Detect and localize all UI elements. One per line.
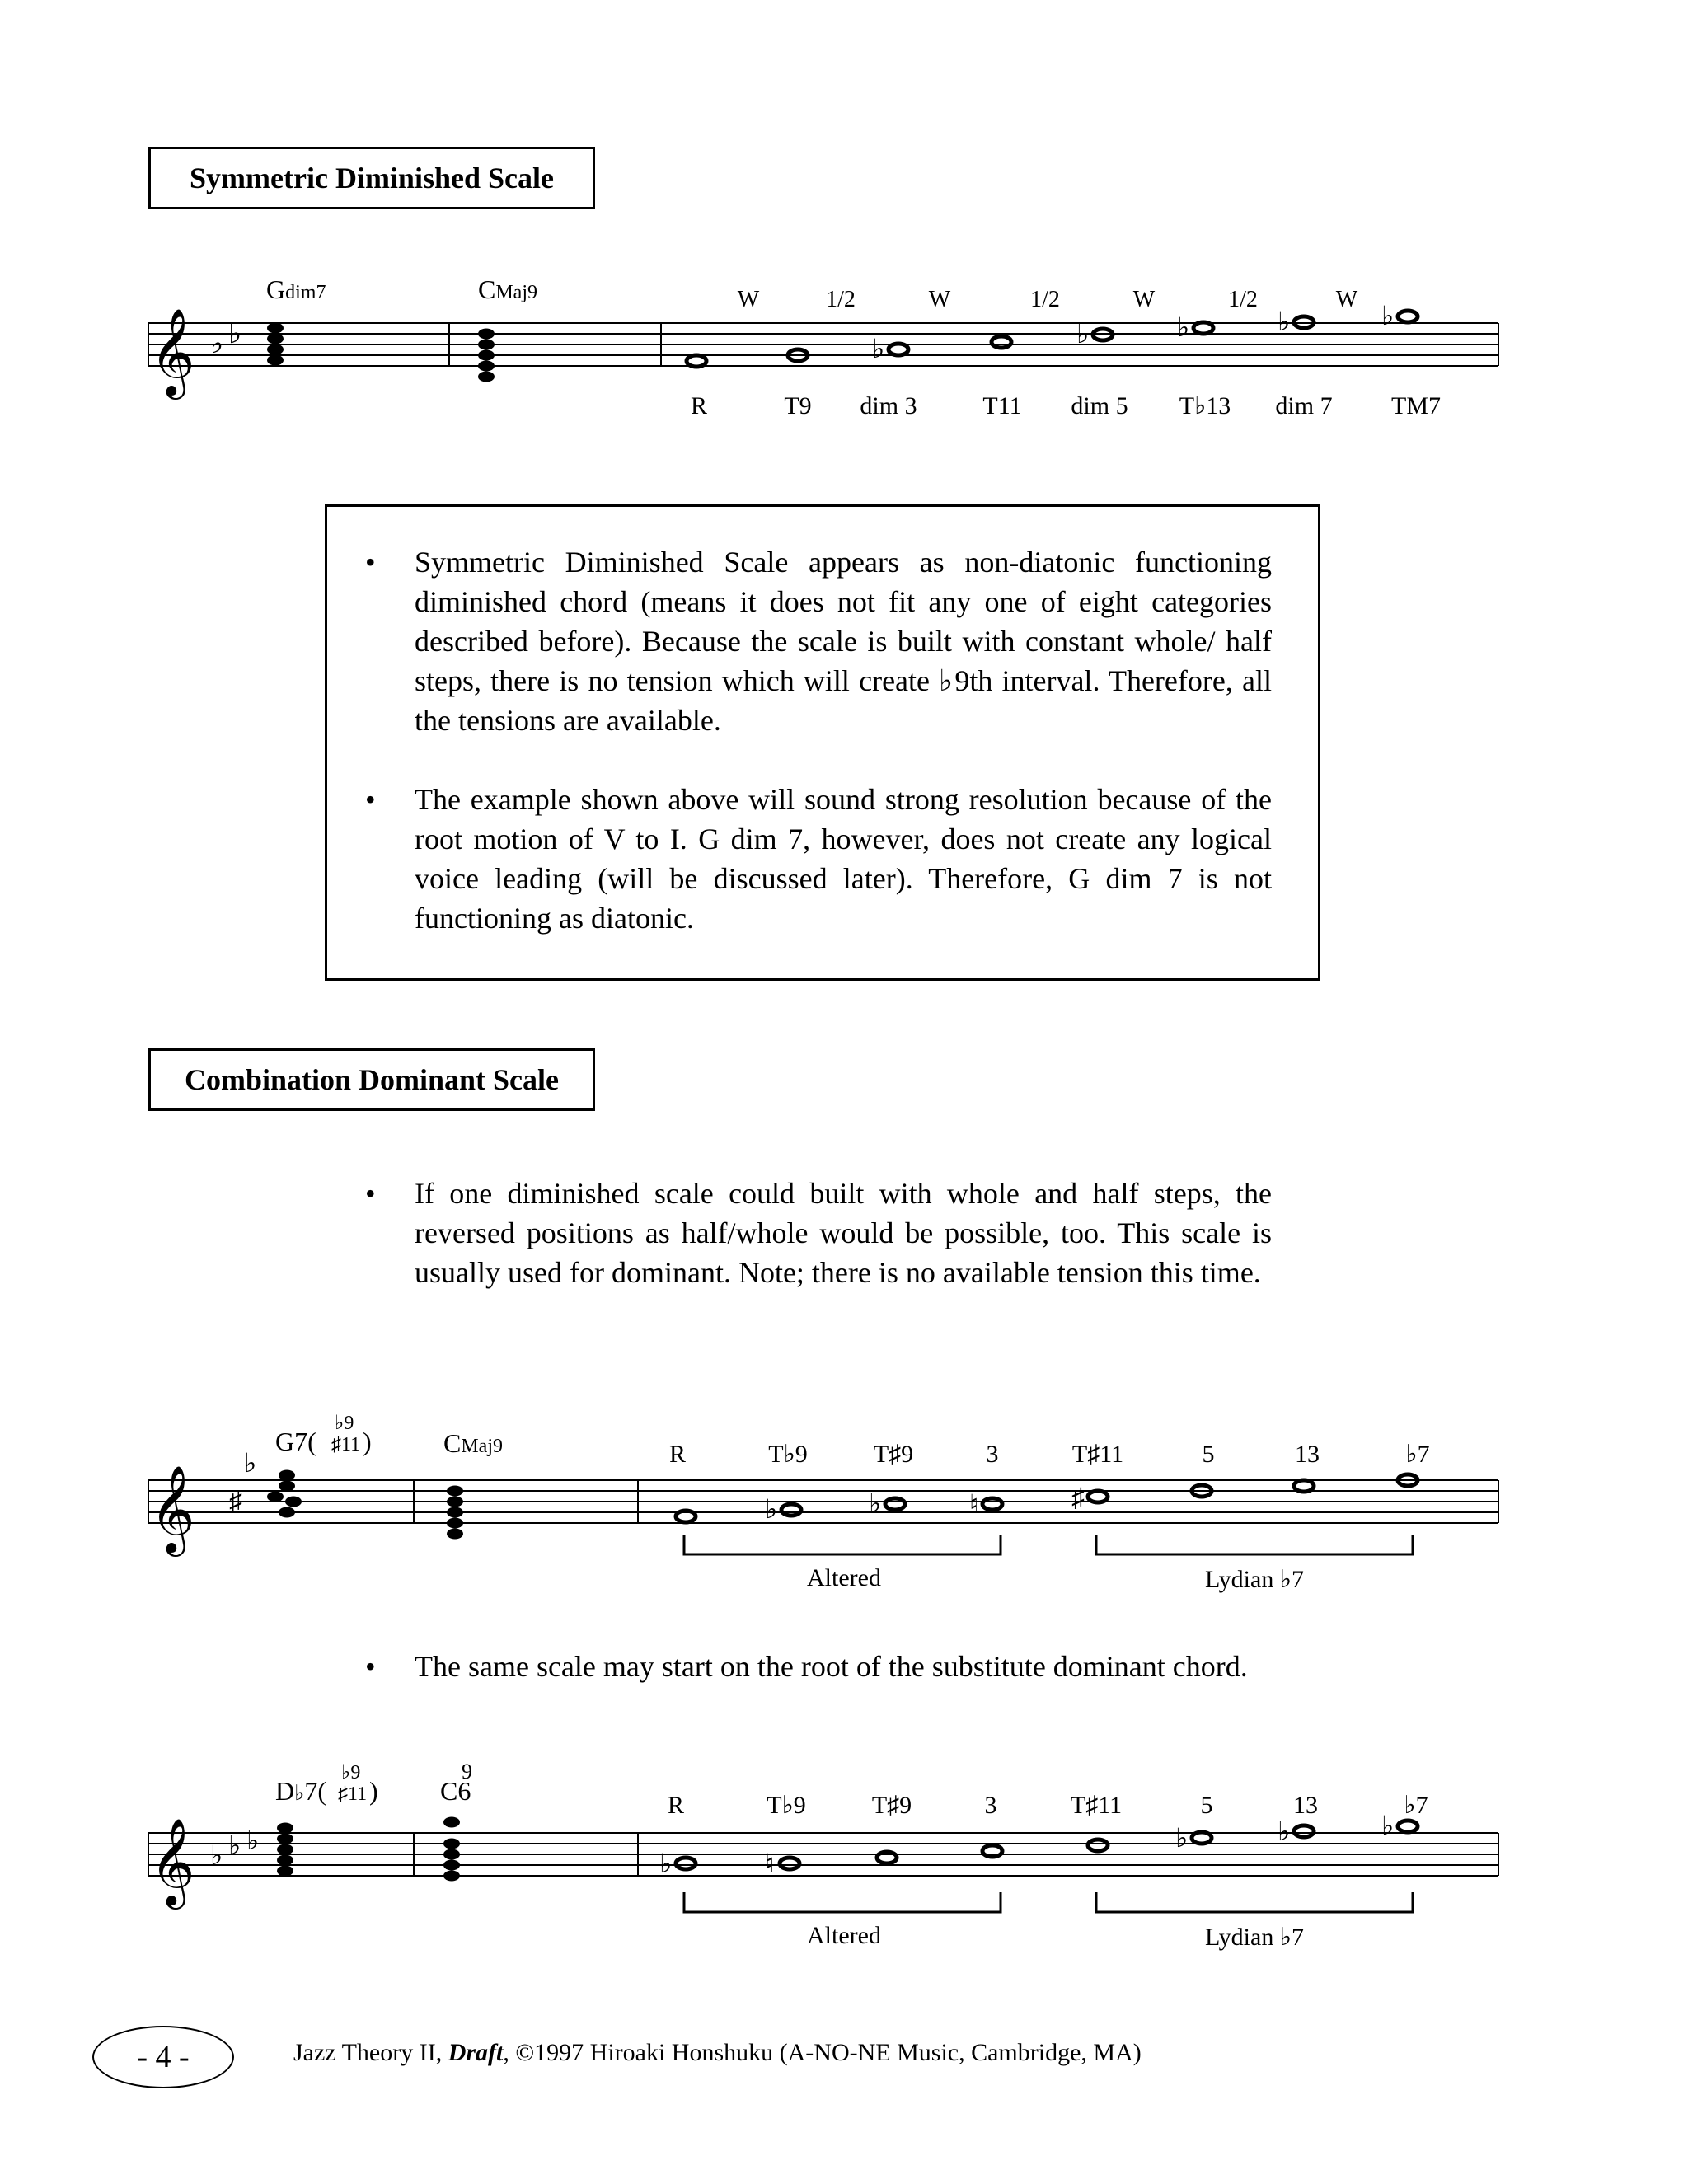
degree-label: T♭13 — [1179, 392, 1231, 419]
step-label: W — [1335, 287, 1358, 312]
chord-notes-c69 — [443, 1817, 460, 1882]
bracket-label-altered: Altered — [807, 1922, 881, 1949]
step-label: W — [737, 287, 760, 312]
degree-label: dim 7 — [1275, 392, 1333, 419]
step-label: 1/2 — [1228, 287, 1258, 312]
treble-clef-icon: 𝄞 — [150, 1467, 195, 1551]
svg-text:♭: ♭ — [244, 1448, 257, 1478]
degree-label: T♯9 — [873, 1441, 914, 1468]
svg-text:♭: ♭ — [1381, 1811, 1395, 1840]
svg-text:♯: ♯ — [229, 1486, 242, 1516]
degree-label: R — [668, 1441, 687, 1468]
footer-book-title: Jazz Theory II, — [293, 2039, 448, 2066]
scale-notes-combination — [676, 1474, 1418, 1522]
step-label: 1/2 — [826, 287, 856, 312]
key-signature-flat: ♭ — [228, 319, 242, 349]
chord-notes-cmaj9 — [478, 329, 495, 382]
degree-label: R — [690, 392, 708, 419]
svg-text:♭: ♭ — [1278, 1816, 1291, 1846]
bracket-label-lydian: Lydian ♭7 — [1205, 1924, 1304, 1951]
staff-combination-dominant-db7 — [0, 1739, 1688, 1953]
scale-degrees — [668, 1792, 1428, 1819]
staff-combination-dominant-g7 — [0, 1385, 1688, 1599]
degree-label: R — [667, 1792, 685, 1819]
svg-text:♭: ♭ — [659, 1849, 673, 1878]
svg-text:♭: ♭ — [1177, 312, 1190, 342]
chord-notes-db7 — [277, 1823, 293, 1877]
degree-label: T11 — [982, 392, 1022, 419]
step-label: 1/2 — [1030, 287, 1060, 312]
footer-copyright: , ©1997 Hiroaki Honshuku (A-NO-NE Music, Cambridge, MA) — [503, 2039, 1142, 2066]
degree-label: 13 — [1293, 1792, 1318, 1819]
svg-text:♭: ♭ — [869, 1488, 882, 1518]
chord-tension-bottom: ♯11 — [331, 1434, 361, 1455]
bullet-icon: • — [365, 546, 376, 579]
page-number: - 4 - — [137, 2040, 190, 2074]
scale-notes-substitute — [676, 1821, 1418, 1869]
paren-close: ) — [369, 1776, 378, 1806]
paren-close: ) — [363, 1427, 372, 1456]
svg-text:♭: ♭ — [872, 334, 885, 363]
degree-label: 3 — [984, 1792, 997, 1819]
note-text: The example shown above will sound strong resolution because of the root motion of V to I. G dim 7, however, does not create any logical voice leading (will be discussed later). Therefore, G dim 7 is not functioning as diatonic. — [415, 783, 1272, 935]
step-label: W — [928, 287, 951, 312]
footer-citation — [293, 2039, 1142, 2067]
svg-text:♯: ♯ — [1071, 1483, 1085, 1512]
notes-box-list — [365, 542, 1272, 938]
degree-label: T9 — [784, 392, 812, 419]
degree-label: TM7 — [1391, 392, 1441, 419]
chord-quality-top: 9 — [462, 1760, 472, 1783]
chord-accidentals — [229, 1448, 256, 1516]
degree-label: T♭9 — [768, 1441, 808, 1468]
chord-symbol-cmaj9: CMaj9 — [443, 1428, 504, 1458]
chord-symbol-cmaj9: CMaj9 — [478, 274, 538, 304]
scale-notes-diminished — [687, 311, 1418, 367]
section-title-text: Symmetric Diminished Scale — [190, 162, 554, 194]
degree-label: T♭9 — [767, 1792, 806, 1819]
bullet-icon: • — [365, 1650, 376, 1683]
treble-clef-icon: 𝄞 — [150, 310, 195, 394]
footer-draft: Draft — [448, 2039, 504, 2066]
chord-notes-g7 — [267, 1470, 302, 1518]
degree-label: dim 5 — [1071, 392, 1128, 419]
degree-label: dim 3 — [860, 392, 917, 419]
list-item — [365, 1647, 1272, 1686]
section-title-symmetric-diminished — [148, 147, 595, 209]
chord-symbol-g7: G7( — [275, 1427, 316, 1456]
page-number-badge — [92, 2026, 234, 2088]
substitute-note-list — [365, 1647, 1272, 1686]
staff-symmetric-diminished — [0, 272, 1688, 437]
degree-label: 13 — [1295, 1441, 1320, 1468]
chord-symbol-c6: C6 — [440, 1776, 471, 1806]
degree-label: 5 — [1202, 1441, 1215, 1468]
note-text: Symmetric Diminished Scale appears as non-diatonic functioning diminished chord (means it does not fit any one of eight categories described before). Because the scale is built with constant whole/ half steps, there is no tension which will create ♭9th interval. Therefore, all the tensions are available. — [415, 546, 1272, 737]
svg-text:♭: ♭ — [1278, 307, 1291, 336]
list-item — [365, 780, 1272, 938]
degree-label: T♯9 — [871, 1792, 912, 1819]
section-title-combination-dominant — [148, 1048, 595, 1111]
svg-text:♭: ♭ — [1076, 319, 1090, 349]
degree-label: T♯11 — [1071, 1441, 1124, 1468]
combination-note-list — [365, 1174, 1272, 1292]
svg-text:♭: ♭ — [1381, 301, 1395, 330]
list-item — [365, 1174, 1272, 1292]
chord-notes-cmaj9 — [447, 1486, 463, 1540]
staff-lines — [148, 323, 1498, 366]
scale-degrees — [691, 392, 1441, 419]
step-label: W — [1132, 287, 1156, 312]
bracket-label-altered: Altered — [807, 1564, 881, 1591]
svg-text:♮: ♮ — [969, 1489, 979, 1519]
list-item — [365, 542, 1272, 740]
degree-label: T♯11 — [1070, 1792, 1123, 1819]
svg-text:♭: ♭ — [246, 1825, 260, 1855]
note-text: If one diminished scale could built with whole and half steps, the reversed positions as half/whole would be possible, too. This scale is usually used for dominant. Note; there is no available tension this time. — [415, 1177, 1272, 1289]
treble-clef-icon: 𝄞 — [150, 1820, 195, 1904]
svg-text:♭: ♭ — [210, 1840, 223, 1870]
svg-text:♭: ♭ — [1175, 1823, 1189, 1853]
bracket-label-lydian: Lydian ♭7 — [1205, 1566, 1304, 1593]
degree-label: ♭7 — [1405, 1441, 1430, 1468]
bullet-icon: • — [365, 783, 376, 816]
scale-brackets — [684, 1892, 1413, 1912]
section-title-text: Combination Dominant Scale — [184, 1063, 560, 1096]
scale-accidentals — [765, 1483, 1085, 1524]
svg-text:♭: ♭ — [765, 1494, 778, 1524]
key-signature-flat: ♭ — [210, 329, 224, 359]
scale-brackets — [684, 1535, 1413, 1554]
chord-symbol-db7: D♭7( — [275, 1776, 327, 1806]
staff-lines — [148, 1833, 1498, 1876]
degree-label: 5 — [1200, 1792, 1213, 1819]
degree-label: ♭7 — [1404, 1792, 1428, 1819]
degree-label: 3 — [986, 1441, 999, 1468]
chord-tension-top: ♭9 — [341, 1762, 361, 1783]
chord-tension-bottom: ♯11 — [338, 1783, 368, 1805]
scale-degrees — [669, 1441, 1430, 1468]
svg-text:♭: ♭ — [228, 1830, 241, 1860]
chord-symbol-gdim7: Gdim7 — [266, 274, 326, 304]
bullet-icon: • — [365, 1177, 376, 1210]
chord-tension-top: ♭9 — [335, 1413, 354, 1434]
svg-text:♮: ♮ — [765, 1849, 775, 1878]
interval-steps — [738, 287, 1358, 312]
note-text: The same scale may start on the root of the substitute dominant chord. — [415, 1650, 1248, 1683]
